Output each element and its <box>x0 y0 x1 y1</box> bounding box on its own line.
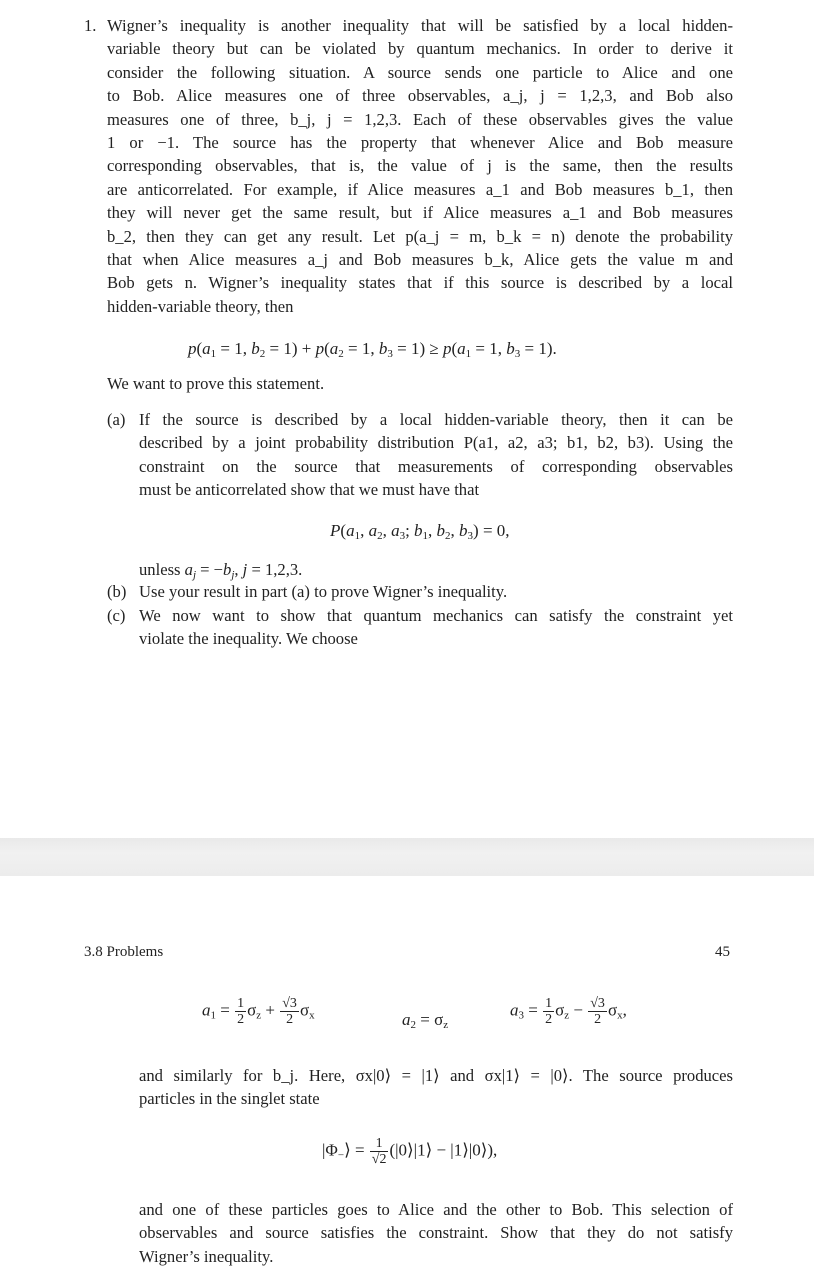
final-text <box>139 1198 733 1268</box>
intro-line: 1 or −1. The source has the property that whenever Alice and Bob measure <box>107 133 733 153</box>
joint-distribution-equation: $P(a_1$, $a_2$, $a_3$; $b_1$, $b_2$, $b_3) = 0$, <box>330 521 510 542</box>
final-line: and one of these particles goes to Alice and the other to Bob. This selection of <box>139 1200 733 1219</box>
page-separator <box>0 838 814 876</box>
page-number: 45 <box>715 944 730 960</box>
intro-line: to Bob. Alice measures one of three observables, a_j, j = 1,2,3, and Bob also <box>107 86 733 106</box>
part-c-line: We now want to show that quantum mechanics can satisfy the constraint yet <box>139 606 733 625</box>
singlet-state-equation: $|\Phi_-⟩$ = $\frac{1}{√2}$ (|0⟩|1⟩ − |1⟩|0⟩), <box>322 1136 498 1167</box>
intro-line: hidden-variable theory, then <box>107 296 294 316</box>
observable-a3: $a_3$ = $\frac{1}{2}$ $\sigma_z$ − $\frac{√3}{2}$ $\sigma_x$, <box>510 996 627 1027</box>
part-b-text: Use your result in part (a) to prove Wigner’s inequality. <box>139 582 508 601</box>
page-bottom <box>0 876 814 1280</box>
intro-line: variable theory but can be violated by quantum mechanics. In order to derive it <box>107 39 733 59</box>
observable-a1: $a_1$ = $\frac{1}{2}$ $\sigma_z$ + $\frac{√3}{2}$ $\sigma_x$ <box>202 996 315 1027</box>
part-c-label: (c) <box>107 606 126 625</box>
intro-line: that when Alice measures a_j and Bob measures b_k, Alice gets the value m and <box>107 250 733 270</box>
problem-number: 1. <box>84 16 97 35</box>
part-a-line: described by a joint probability distribution P(a1, a2, a3; b1, b2, b3). Using the <box>139 433 733 453</box>
part-a-line: constraint on the source that measurements of corresponding observables <box>139 456 733 476</box>
final-line: Wigner’s inequality. <box>139 1246 274 1266</box>
intro-line: Wigner’s inequality is another inequality that will be satisfied by a local hidden- <box>107 16 733 35</box>
intro-line: b_2, then they can get any result. Let p(a_j = m, b_k = n) denote the probability <box>107 226 733 246</box>
similar-line: and similarly for b_j. Here, σx|0⟩ = |1⟩ and σx|1⟩ = |0⟩. The source produces <box>139 1066 733 1085</box>
intro-line: are anticorrelated. For example, if Alice measures a_1 and Bob measures b_1, then <box>107 179 733 199</box>
part-a-line: must be anticorrelated show that we must have that <box>139 480 480 500</box>
part-a-line: If the source is described by a local hidden-variable theory, then it can be <box>139 410 733 429</box>
intro-line: corresponding observables, that is, the value of j is the same, then the results <box>107 156 733 176</box>
part-c-text <box>139 604 733 651</box>
intro-line: Bob gets n. Wigner’s inequality states that if this source is described by a local <box>107 273 733 293</box>
part-a-text <box>139 408 733 502</box>
part-a-label: (a) <box>107 410 126 429</box>
section-header: 3.8 Problems <box>84 944 164 960</box>
intro-line: measures one of three, b_j, j = 1,2,3. Each of these observables gives the value <box>107 109 733 129</box>
observable-a2: $a_2 = \sigma_z$ <box>402 1010 449 1031</box>
similar-line: particles in the singlet state <box>139 1089 320 1109</box>
intro-line: they will never get the same result, but if Alice measures a_1 and Bob measures <box>107 203 733 223</box>
unless-condition: unless $a_j = -b_j$, j = 1,2,3. <box>139 560 303 581</box>
part-c-line: violate the inequality. We choose <box>139 629 358 649</box>
prove-statement: We want to prove this statement. <box>107 374 325 393</box>
intro-line: consider the following situation. A source sends one particle to Alice and one <box>107 62 733 82</box>
final-line: observables and source satisfies the constraint. Show that they do not satisfy <box>139 1223 733 1243</box>
wigner-inequality: $p(a_1 = 1$, $b_2 = 1) + p(a_2 = 1$, $b_3 = 1) \ge p(a_1 = 1$, $b_3 = 1$). <box>188 339 557 360</box>
problem-intro <box>107 14 733 318</box>
part-b-label: (b) <box>107 582 127 601</box>
similar-text <box>139 1064 733 1111</box>
